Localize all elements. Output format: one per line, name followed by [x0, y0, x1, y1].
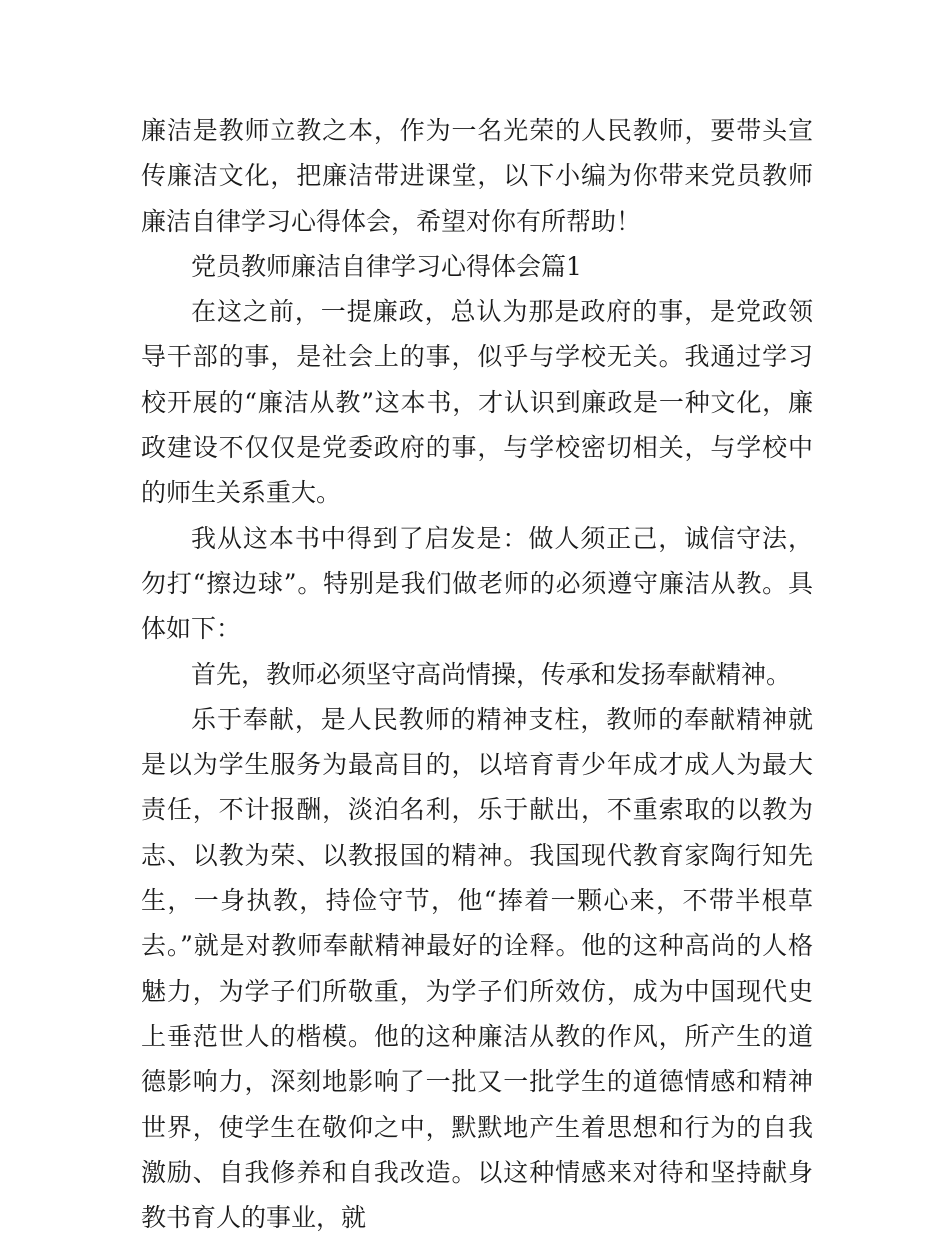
section-heading: 党员教师廉洁自律学习心得体会篇1: [191, 251, 582, 281]
body-paragraph: 首先，教师必须坚守高尚情操，传承和发扬奉献精神。: [191, 659, 792, 689]
body-paragraph: 在这之前，一提廉政，总认为那是政府的事，是党政领导干部的事，是社会上的事，似乎与学校无关。我通过学习校开展的“廉洁从教”这本书，才认识到廉政是一种文化，廉政建设不仅仅是党委政府的事，与学校密切相关，与学校中的师生关系重大。: [141, 297, 813, 508]
document-body: [141, 108, 813, 1240]
intro-paragraph: 廉洁是教师立教之本，作为一名光荣的人民教师，要带头宣传廉洁文化，把廉洁带进课堂，以下小编为你带来党员教师廉洁自律学习心得体会，希望对你有所帮助！: [141, 116, 813, 236]
body-paragraph: 乐于奉献，是人民教师的精神支柱，教师的奉献精神就是以为学生服务为最高目的，以培育青少年成才成人为最大责任，不计报酬，淡泊名利，乐于献出，不重索取的以教为志、以教为荣、以教报国的精神。我国现代教育家陶行知先生，一身执教，持俭守节，他“捧着一颗心来，不带半根草去。”就是对教师奉献精神最好的诠释。他的这种高尚的人格魅力，为学子们所敬重，为学子们所效仿，成为中国现代史上垂范世人的楷模。他的这种廉洁从教的作风，所产生的道德影响力，深刻地影响了一批又一批学生的道德情感和精神世界，使学生在敬仰之中，默默地产生着思想和行为的自我激励、自我修养和自我改造。以这种情感来对待和坚持献身教书育人的事业，就: [141, 704, 813, 1233]
body-paragraph: 我从这本书中得到了启发是：做人须正己，诚信守法，勿打“擦边球”。特别是我们做老师的必须遵守廉洁从教。具体如下：: [141, 523, 813, 644]
